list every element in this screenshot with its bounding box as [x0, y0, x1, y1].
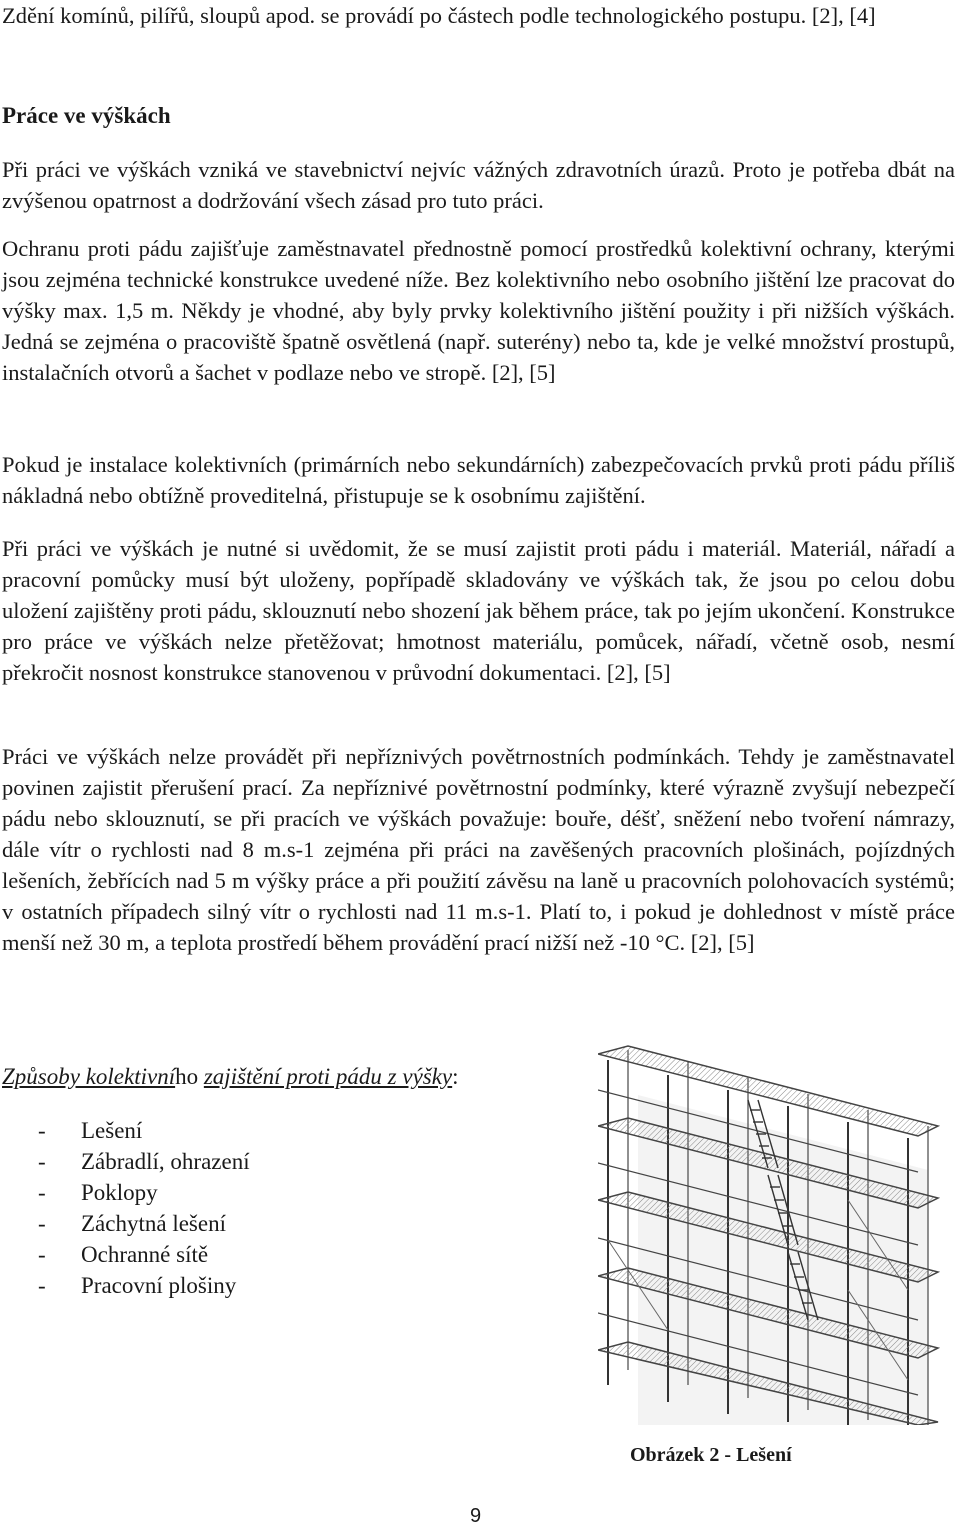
list-dash: -: [38, 1242, 46, 1267]
list-item: [38, 1270, 250, 1301]
list-dash: -: [38, 1273, 46, 1298]
list-item: [38, 1146, 250, 1177]
methods-list: [38, 1115, 250, 1301]
section-heading: Práce ve výškách: [2, 103, 171, 128]
methods-lead-colon: :: [452, 1064, 459, 1089]
paragraph-1: Při práci ve výškách vzniká ve stavebnictví nejvíc vážných zdravotních úrazů. Proto je potřeba dbát na zvýšenou opatrnost a dodržování všech zásad pro tuto práci.: [2, 157, 955, 213]
list-item: [38, 1177, 250, 1208]
paragraph-4: Při práci ve výškách je nutné si uvědomit, že se musí zajistit proti pádu i materiál. Materiál, nářadí a pracovní pomůcky musí být uloženy, popřípadě skladovány ve výškách tak, že jsou po celou dobu uložení zajištěny proti pádu, sklouznutí nebo shození jak během práce, tak po jejím ukončení. Konstrukce pro práce ve výškách nelze přetěžovat; hmotnost materiálu, pomůcek, nářadí, včetně osob, nesmí překročit nosnost konstrukce stanovenou v průvodní dokumentaci. [2], [5]: [2, 536, 955, 685]
list-item-label: Záchytná lešení: [81, 1211, 226, 1236]
paragraph-2: Ochranu proti pádu zajišťuje zaměstnavatel přednostně pomocí prostředků kolektivní ochrany, kterými jsou zejména technické konstrukce uvedené níže. Bez kolektivního nebo osobního jištění lze pracovat do výšky max. 1,5 m. Někdy je vhodné, aby byly prvky kolektivního jištění použity i při nižších výškách. Jedná se zejména o pracoviště špatně osvětlená (např. suterény) nebo ta, kde je velké množství prostupů, instalačních otvorů a šachet v podlaze nebo ve stropě. [2], [5]: [2, 236, 955, 385]
list-item: [38, 1208, 250, 1239]
page-number: 9: [470, 1505, 482, 1527]
list-item: [38, 1115, 250, 1146]
list-item-label: Zábradlí, ohrazení: [81, 1149, 250, 1174]
list-dash: -: [38, 1149, 46, 1174]
list-dash: -: [38, 1118, 46, 1143]
methods-lead: [2, 1061, 459, 1092]
methods-lead-part2: ho: [175, 1064, 199, 1089]
methods-lead-part1: Způsoby kolektivní: [2, 1064, 176, 1089]
intro-paragraph: Zdění komínů, pilířů, sloupů apod. se provádí po částech podle technologického postupu. [2], [4]: [2, 3, 876, 28]
list-dash: -: [38, 1180, 46, 1205]
scaffolding-illustration: [598, 1040, 940, 1425]
methods-lead-part3: zajištění proti pádu z výšky: [203, 1064, 453, 1089]
paragraph-5: Práci ve výškách nelze provádět při nepříznivých povětrnostních podmínkách. Tehdy je zaměstnavatel povinen zajistit přerušení prací. Za nepříznivé povětrnostní podmínky, které výrazně zvyšují nebezpečí pádu nebo sklouznutí, se při pracích ve výškách považuje: bouře, déšť, sněžení nebo tvoření námrazy, dále vítr o rychlosti nad 8 m.s-1 zejména při práci na zavěšených pracovních plošinách, pojízdných lešeních, žebřících nad 5 m výšky práce a při použití závěsu na laně u pracovních polohovacích systémů; v ostatních případech silný vítr o rychlosti nad 11 m.s-1. Platí to, i pokud je dohlednost v místě práce menší než 30 m, a teplota prostředí během provádění prací nižší než -10 °C. [2], [5]: [2, 744, 955, 955]
list-item: [38, 1239, 250, 1270]
paragraph-3: Pokud je instalace kolektivních (primárních nebo sekundárních) zabezpečovacích prvků proti pádu příliš nákladná nebo obtížně proveditelná, přistupuje se k osobnímu zajištění.: [2, 452, 955, 508]
list-item-label: Ochranné sítě: [81, 1242, 209, 1267]
list-dash: -: [38, 1211, 46, 1236]
figure-caption: Obrázek 2 - Lešení: [630, 1444, 792, 1466]
list-item-label: Lešení: [81, 1118, 143, 1143]
list-item-label: Poklopy: [81, 1180, 158, 1205]
list-item-label: Pracovní plošiny: [81, 1273, 237, 1298]
